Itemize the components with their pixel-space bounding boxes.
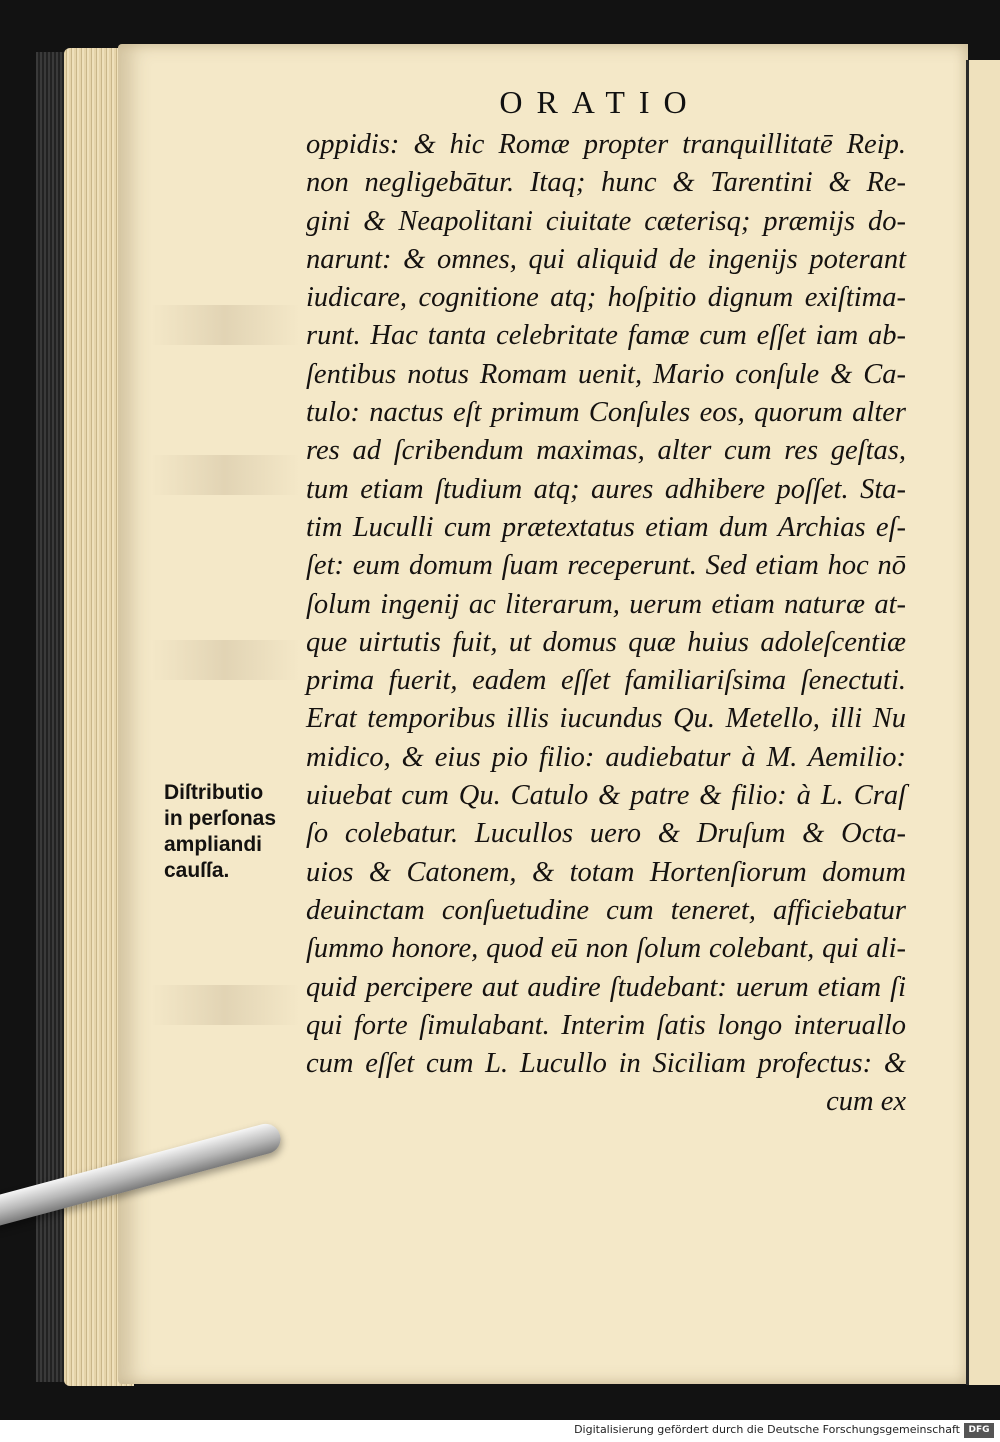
marginal-note-line: in perſonas bbox=[164, 807, 277, 830]
text-line: uiuebat cum Qu. Catulo & patre & filio: à L. Craſ bbox=[306, 780, 906, 812]
text-line: non negligebātur. Itaq; hunc & Tarentini & Re- bbox=[306, 167, 906, 199]
text-line: ſet: eum domum ſuam receperunt. Sed etiam hoc nō bbox=[306, 550, 906, 582]
text-line: midico, & eius pio filio: audiebatur à M. Aemilio: bbox=[306, 741, 906, 773]
facing-page-edge bbox=[966, 60, 1000, 1385]
text-line: tum etiam ſtudium atq; aures adhibere poſſet. Sta- bbox=[306, 473, 906, 505]
dfg-logo: DFG bbox=[964, 1423, 994, 1438]
text-line: uios & Catonem, & totam Hortenſiorum domum bbox=[306, 856, 906, 888]
text-line: deuinctam conſuetudine cum teneret, afficiebatur bbox=[306, 894, 906, 926]
marginal-note-line: cauſſa. bbox=[164, 859, 230, 882]
text-line: que uirtutis fuit, ut domus quæ huius adoleſcentiæ bbox=[306, 626, 906, 658]
bleed-through-mark bbox=[150, 305, 300, 345]
text-line: runt. Hac tanta celebritate famæ cum eſſet iam ab- bbox=[306, 320, 906, 352]
bleed-through-mark bbox=[150, 985, 300, 1025]
text-line: qui forte ſimulabant. Interim ſatis longo interuallo bbox=[306, 1009, 906, 1041]
main-text-block bbox=[306, 126, 906, 1122]
text-line: narunt: & omnes, qui aliquid de ingenijs poterant bbox=[306, 243, 906, 275]
text-line: ſentibus notus Romam uenit, Mario conſule & Ca- bbox=[306, 358, 906, 390]
text-line: gini & Neapolitani ciuitate cæterisq; præmijs do- bbox=[306, 205, 906, 237]
text-line: ſummo honore, quod eū non ſolum colebant, qui ali- bbox=[306, 933, 906, 965]
text-line: tulo: nactus eſt primum Conſules eos, quorum alter bbox=[306, 397, 906, 429]
text-line: prima fuerit, eadem eſſet familiariſsima ſenectuti. bbox=[306, 665, 906, 697]
marginal-note-line: ampliandi bbox=[164, 833, 263, 856]
footer-bar bbox=[0, 1420, 1000, 1442]
text-line: cum eſſet cum L. Lucullo in Siciliam profectus: & bbox=[306, 1048, 906, 1080]
bleed-through-mark bbox=[150, 455, 300, 495]
marginal-note-line: Diſtributio bbox=[164, 781, 264, 804]
running-head: ORATIO bbox=[499, 84, 701, 120]
catchword: cum ex bbox=[826, 1086, 906, 1118]
text-line: tim Luculli cum prætextatus etiam dum Archias eſ- bbox=[306, 511, 906, 543]
text-line: iudicare, cognitione atq; hoſpitio dignum exiſtima- bbox=[306, 282, 906, 314]
text-line: res ad ſcribendum maximas, alter cum res geſtas, bbox=[306, 435, 906, 467]
digitization-credit: Digitalisierung gefördert durch die Deutsche Forschungsgemeinschaft bbox=[574, 1423, 960, 1436]
text-line: ſo colebatur. Lucullos uero & Druſum & Octa- bbox=[306, 818, 906, 850]
text-line: Erat temporibus illis iucundus Qu. Metello, illi Nu bbox=[306, 703, 906, 735]
marginal-note bbox=[164, 780, 304, 884]
text-line: oppidis: & hic Romæ propter tranquillitatē Reip. bbox=[306, 129, 906, 160]
text-line: ſolum ingenij ac literarum, uerum etiam naturæ at- bbox=[306, 588, 906, 620]
bleed-through-mark bbox=[150, 640, 300, 680]
text-line: quid percipere aut audire ſtudebant: uerum etiam ſi bbox=[306, 971, 906, 1003]
